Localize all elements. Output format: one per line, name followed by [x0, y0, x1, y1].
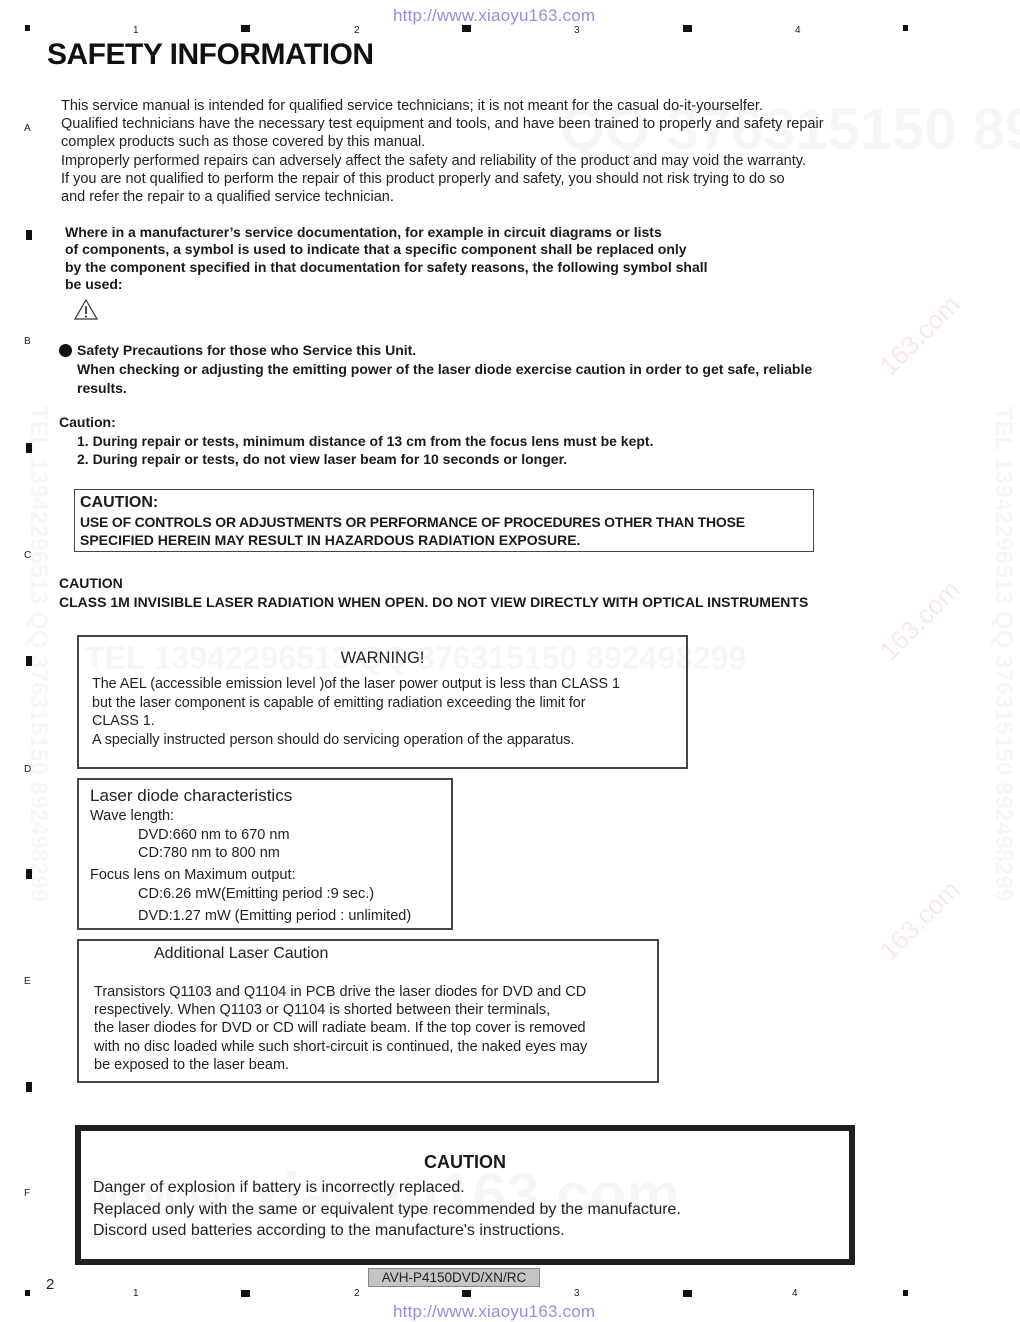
symbol-notice — [65, 224, 708, 294]
model-label: AVH-P4150DVD/XN/RC — [368, 1268, 540, 1287]
symbol-notice-line: by the component specified in that documentation for safety reasons, the following symbol shall — [65, 258, 708, 275]
class-caution-heading: CAUTION — [59, 575, 123, 591]
footer-column-marker-2: 2 — [354, 1288, 360, 1299]
footer-column-marker-1: 1 — [133, 1288, 139, 1299]
intro-line: Qualified technicians have the necessary test equipment and tools, and have been trained to properly and safety repair — [61, 116, 824, 133]
laser-box-heading: Laser diode characteristics — [90, 786, 293, 805]
intro-line: This service manual is intended for qualified service technicians; it is not meant for the casual do-it-yourselfer. — [61, 98, 763, 114]
additional-box-heading: Additional Laser Caution — [154, 945, 329, 962]
row-marker-f: F — [24, 1188, 31, 1199]
intro-paragraph — [61, 97, 824, 206]
caution-box-line: USE OF CONTROLS OR ADJUSTMENTS OR PERFORMANCE OF PROCEDURES OTHER THAN THOSE — [80, 514, 745, 530]
intro-line: complex products such as those covered by this manual. — [61, 134, 426, 151]
laser-characteristics-box — [77, 778, 453, 930]
intro-line: If you are not qualified to perform the repair of this product properly and safety, you should not risk trying to do so — [61, 170, 785, 187]
warning-box — [77, 635, 688, 769]
additional-box-body — [94, 983, 587, 1074]
caution-box-heading: CAUTION: — [80, 494, 159, 511]
caution-list-label: Caution: — [59, 414, 116, 430]
caution-list-item: 1. During repair or tests, minimum distance of 13 cm from the focus lens must be kept. — [77, 433, 654, 449]
column-marker-4: 4 — [795, 25, 801, 36]
caution-box-line: SPECIFIED HEREIN MAY RESULT IN HAZARDOUS RADIATION EXPOSURE. — [80, 532, 581, 548]
watermark-vertical-left — [24, 406, 52, 902]
column-marker-2: 2 — [354, 25, 360, 36]
additional-box-line: respectively. When Q1103 or Q1104 is shorted between their terminals, — [94, 1002, 551, 1019]
header-url-link[interactable]: http://www.xiaoyu163.com — [393, 6, 596, 25]
symbol-notice-line: Where in a manufacturer’s service documentation, for example in circuit diagrams or lists — [65, 224, 662, 240]
footer-column-divider-marker — [683, 1290, 692, 1297]
watermark-site-2: 163.com — [873, 574, 966, 667]
footer-column-divider-marker — [462, 1290, 471, 1297]
symbol-notice-line: be used: — [65, 276, 123, 293]
column-marker-1: 1 — [133, 25, 139, 36]
column-divider-marker — [241, 25, 250, 32]
row-marker-d: D — [24, 764, 32, 775]
precautions-body — [77, 360, 812, 398]
corner-marker — [25, 1290, 30, 1296]
focus-lens-label: Focus lens on Maximum output: — [90, 867, 296, 883]
focus-lens-dvd: DVD:1.27 mW (Emitting period : unlimited) — [138, 908, 412, 924]
battery-box-body — [93, 1177, 681, 1242]
footer-url-link[interactable]: http://www.xiaoyu163.com — [393, 1302, 596, 1321]
row-divider-marker — [26, 443, 32, 453]
additional-laser-caution-box — [77, 939, 659, 1083]
column-divider-marker — [683, 25, 692, 32]
caution-list — [77, 432, 653, 468]
additional-box-line: Transistors Q1103 and Q1104 in PCB drive the laser diodes for DVD and CD — [94, 984, 587, 1000]
watermark-site-3: 163.com — [873, 874, 966, 967]
class-caution-text: CLASS 1M INVISIBLE LASER RADIATION WHEN OPEN. DO NOT VIEW DIRECTLY WITH OPTICAL INSTRUMENTS — [59, 594, 809, 610]
focus-lens-cd: CD:6.26 mW(Emitting period :9 sec.) — [138, 886, 375, 902]
row-marker-e: E — [24, 976, 31, 987]
warning-box-line: CLASS 1. — [92, 713, 155, 729]
footer-column-marker-4: 4 — [792, 1288, 798, 1299]
watermark-site-1: 163.com — [873, 289, 966, 382]
caution-box — [74, 489, 814, 552]
warning-box-line: A specially instructed person should do servicing operation of the apparatus. — [92, 731, 575, 748]
row-divider-marker — [26, 1082, 32, 1092]
watermark-vertical-right — [989, 406, 1017, 902]
row-divider-marker — [26, 656, 32, 666]
precautions-line: results. — [77, 380, 127, 396]
intro-line: Improperly performed repairs can adversely affect the safety and reliability of the product and may void the warranty. — [61, 152, 806, 169]
warning-box-body — [92, 675, 620, 749]
bullet-icon — [59, 344, 72, 357]
battery-box-heading: CAUTION — [424, 1152, 506, 1172]
battery-box-line: Replaced only with the same or equivalent type recommended by the manufacture. — [93, 1200, 681, 1218]
warning-box-line: The AEL (accessible emission level )of the laser power output is less than CLASS 1 — [92, 676, 620, 692]
page-number: 2 — [46, 1276, 55, 1293]
intro-line: and refer the repair to a qualified service technician. — [61, 189, 394, 206]
battery-caution-box — [75, 1125, 855, 1265]
warning-box-line: but the laser component is capable of emitting radiation exceeding the limit for — [92, 694, 586, 711]
wave-length-dvd: DVD:660 nm to 670 nm — [138, 827, 290, 843]
corner-marker — [25, 25, 30, 31]
page-title: SAFETY INFORMATION — [47, 38, 374, 71]
wave-length-label: Wave length: — [90, 808, 175, 824]
footer-column-marker-3: 3 — [574, 1288, 580, 1299]
row-marker-a: A — [24, 123, 31, 134]
precautions-heading: Safety Precautions for those who Service this Unit. — [77, 342, 417, 358]
caution-box-body — [80, 513, 745, 549]
battery-box-line: Discord used batteries according to the manufacture's instructions. — [93, 1222, 565, 1239]
corner-marker — [903, 1290, 908, 1296]
battery-box-line: Danger of explosion if battery is incorrectly replaced. — [93, 1179, 465, 1196]
column-marker-3: 3 — [574, 25, 580, 36]
additional-box-line: the laser diodes for DVD or CD will radiate beam. If the top cover is removed — [94, 1020, 586, 1037]
footer-column-divider-marker — [241, 1290, 250, 1297]
corner-marker — [903, 25, 908, 31]
additional-box-line: be exposed to the laser beam. — [94, 1056, 290, 1073]
row-marker-b: B — [24, 336, 31, 347]
additional-box-line: with no disc loaded while such short-circuit is continued, the naked eyes may — [94, 1038, 588, 1055]
warning-triangle-icon — [74, 299, 98, 321]
caution-list-item: 2. During repair or tests, do not view laser beam for 10 seconds or longer. — [77, 451, 568, 467]
warning-box-heading: WARNING! — [340, 649, 425, 667]
wave-length-cd: CD:780 nm to 800 nm — [138, 845, 280, 861]
row-divider-marker — [26, 869, 32, 879]
symbol-notice-line: of components, a symbol is used to indicate that a specific component shall be replaced only — [65, 241, 687, 258]
precautions-line: When checking or adjusting the emitting power of the laser diode exercise caution in order to get safe, reliable — [77, 361, 813, 377]
column-divider-marker — [462, 25, 471, 32]
row-divider-marker — [26, 230, 32, 240]
row-marker-c: C — [24, 550, 32, 561]
